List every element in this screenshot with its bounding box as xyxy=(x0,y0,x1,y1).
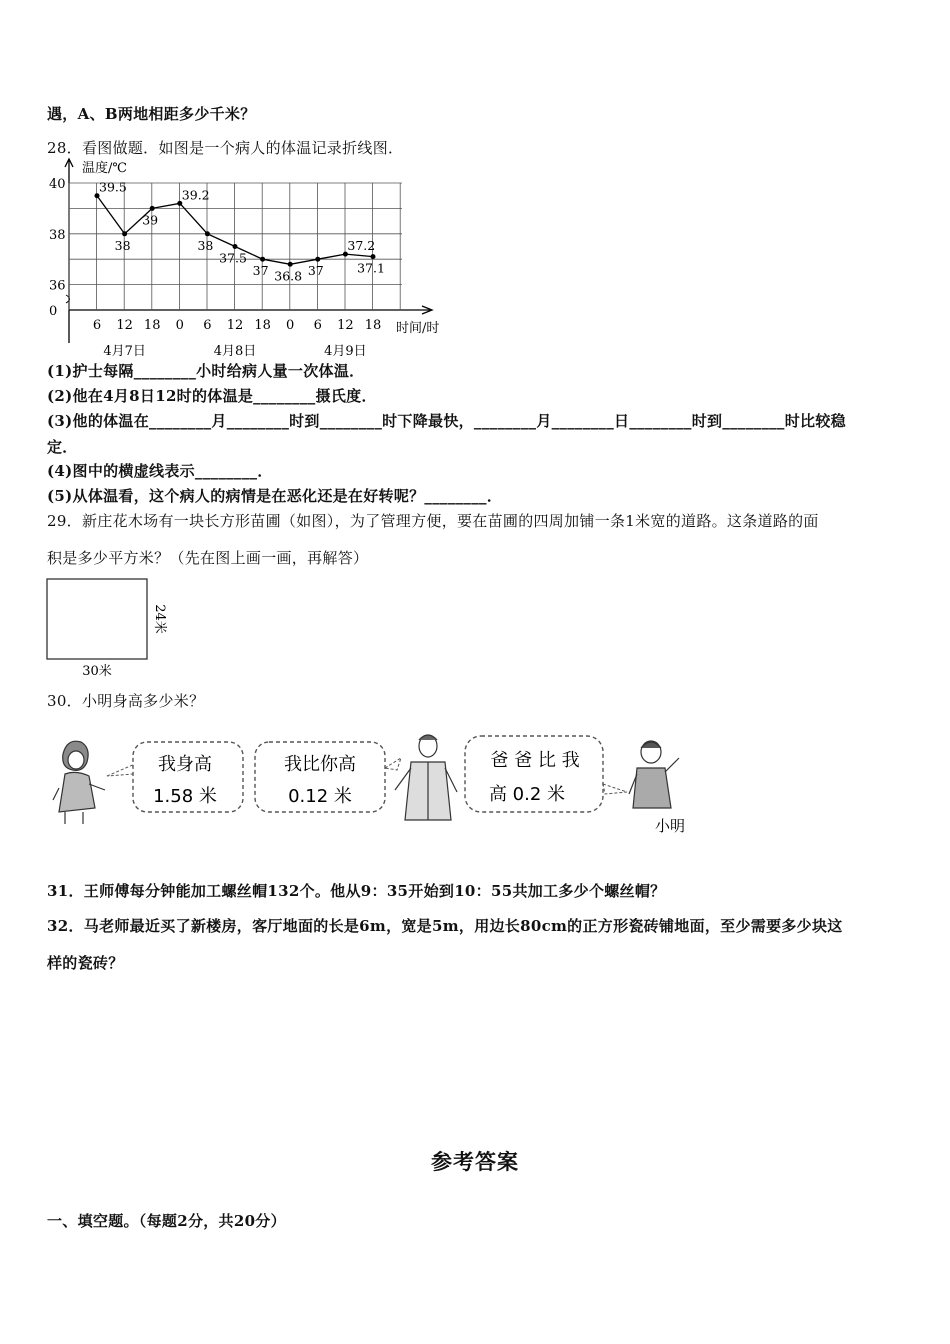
bubble-girl-line-1: 我身高 xyxy=(158,754,212,775)
width-label: 30米 xyxy=(82,664,112,679)
father-figure xyxy=(395,735,457,820)
girl-figure xyxy=(53,741,105,824)
data-point xyxy=(260,257,265,262)
bubble-father-line-1: 我比你高 xyxy=(284,754,356,775)
data-label: 37.2 xyxy=(347,238,376,254)
answer-key-title: 参考答案 xyxy=(431,1149,519,1174)
day-label: 4月9日 xyxy=(324,344,367,359)
x-tick-label: 6 xyxy=(203,318,212,333)
temperature-line-chart xyxy=(40,155,460,360)
height-label: 24米 xyxy=(152,604,167,634)
bubble-father-line-2: 0.12 米 xyxy=(288,786,352,807)
data-point xyxy=(122,231,127,236)
x-tick-label: 6 xyxy=(92,318,102,333)
x-tick-label: 12 xyxy=(116,318,133,333)
x-tick-label: 6 xyxy=(313,318,322,333)
x-tick-label: 18 xyxy=(254,318,271,333)
dialogue-illustration xyxy=(45,728,705,838)
question-32-line-1: 32．马老师最近买了新楼房，客厅地面的长是6m，宽是5m，用边长80cm的正方形瓷砖铺地面，至少需要多少块这 xyxy=(47,917,843,935)
data-label: 36.8 xyxy=(274,268,303,284)
x-tick-label: 0 xyxy=(286,318,295,333)
question-31: 31．王师傅每分钟能加工螺丝帽132个。他从9：35开始到10：55共加工多少个螺丝帽？ xyxy=(47,882,666,900)
question-28-title: 28．看图做题．如图是一个病人的体温记录折线图． xyxy=(47,139,404,157)
question-28-part-4: (4)图中的横虚线表示________． xyxy=(47,462,273,480)
data-label: 37.5 xyxy=(219,250,247,266)
x-tick-label: 0 xyxy=(175,318,184,333)
data-point xyxy=(315,257,320,262)
data-label: 37 xyxy=(307,263,324,279)
question-29-line-2: 积是多少平方米？（先在图上画一画，再解答） xyxy=(47,549,369,567)
y-tick-label: 40 xyxy=(49,177,66,192)
data-label: 39.5 xyxy=(99,179,127,195)
data-point xyxy=(205,231,210,236)
y-tick-label: 0 xyxy=(49,304,58,319)
question-28-part-2: (2)他在4月8日12时的体温是________摄氏度． xyxy=(47,387,377,405)
data-label: 38 xyxy=(197,237,214,253)
data-label: 38 xyxy=(114,237,131,253)
data-label: 39 xyxy=(142,212,159,228)
data-point xyxy=(233,244,238,249)
data-label: 37.1 xyxy=(357,260,385,276)
bubble-xiaoming-line-2: 高 0.2 米 xyxy=(488,784,566,805)
data-point xyxy=(288,262,293,267)
data-point xyxy=(150,206,155,211)
nursery-rectangle-figure xyxy=(40,575,180,680)
data-point xyxy=(371,254,376,259)
bubble-girl-line-2: 1.58 米 xyxy=(153,786,217,807)
y-axis-label: 温度/℃ xyxy=(82,161,127,176)
x-tick-label: 12 xyxy=(226,318,244,333)
question-28-part-3-line-2: 定． xyxy=(47,438,78,456)
question-28-part-3-line-1: (3)他的体温在________月________时到________时下降最快，________月________日________时到________时比较稳 xyxy=(47,412,846,430)
question-28-part-1: (1)护士每隔________小时给病人量一次体温． xyxy=(47,362,365,380)
xiaoming-label: 小明 xyxy=(654,817,686,835)
y-tick-label: 38 xyxy=(49,227,66,243)
day-label: 4月7日 xyxy=(103,344,146,359)
question-29-line-1: 29．新庄花木场有一块长方形苗圃（如图），为了管理方便，要在苗圃的四周加铺一条1米宽的道路。这条道路的面 xyxy=(47,512,819,530)
data-label: 37 xyxy=(252,263,269,279)
x-tick-label: 18 xyxy=(364,318,382,333)
question-28-part-5: (5)从体温看，这个病人的病情是在恶化还是在好转呢？________． xyxy=(47,487,503,505)
question-27-tail: 遇，A、B两地相距多少千米？ xyxy=(47,105,256,123)
nursery-rectangle xyxy=(47,579,147,659)
day-label: 4月8日 xyxy=(213,344,257,359)
question-32-line-2: 样的瓷砖？ xyxy=(47,954,124,972)
bubble-xiaoming-line-1: 爸 爸 比 我 xyxy=(490,750,580,771)
xiaoming-figure xyxy=(629,741,679,808)
x-axis-label: 时间/时 xyxy=(396,321,440,336)
y-tick-label: 36 xyxy=(49,278,66,294)
x-tick-label: 12 xyxy=(337,318,354,333)
x-tick-label: 18 xyxy=(143,318,161,333)
data-label: 39.2 xyxy=(181,187,210,203)
question-30: 30．小明身高多少米？ xyxy=(47,692,205,710)
section-1-heading: 一、填空题。（每题2分，共20分） xyxy=(47,1212,286,1230)
